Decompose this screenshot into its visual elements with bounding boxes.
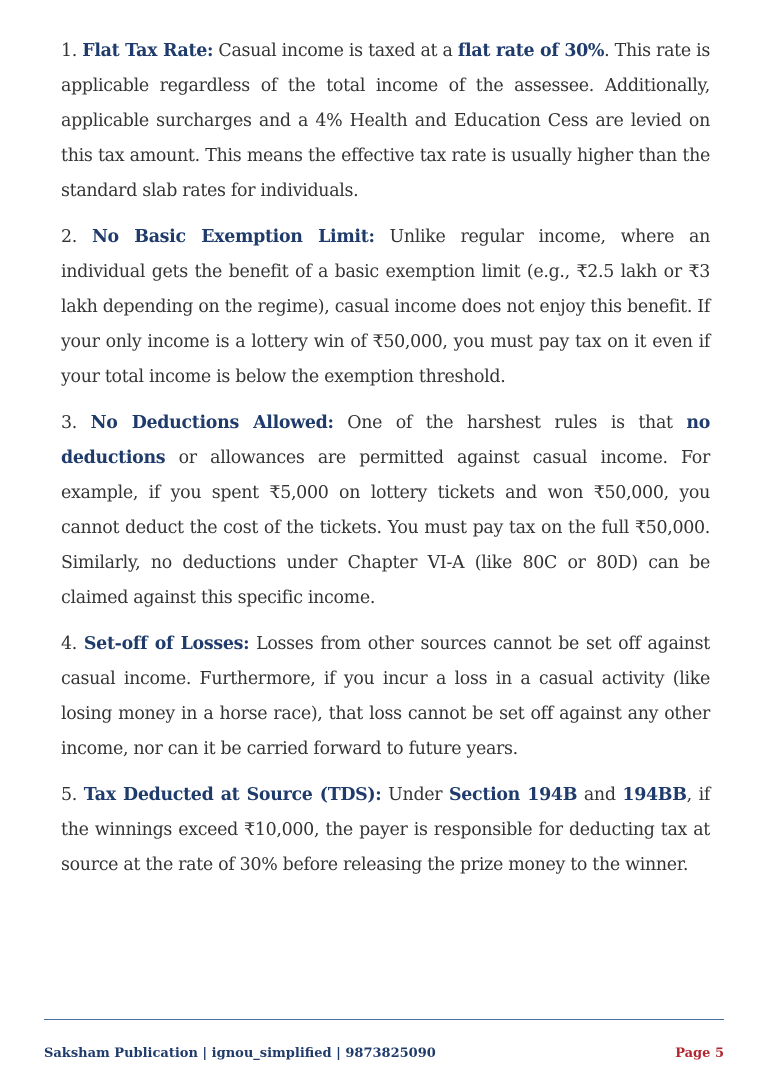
heading-no-deductions: No Deductions Allowed: xyxy=(90,413,334,433)
paragraph-number: 5. xyxy=(61,785,77,805)
heading-flat-tax-rate: Flat Tax Rate: xyxy=(82,41,214,61)
paragraph-number: 2. xyxy=(61,227,77,247)
paragraph-text: Unlike regular income, where an individual gets the benefit of a basic exemption limit (e.g., ₹2.5 lakh or ₹3 lakh depending on the regime), casual income does not enjoy this benefit. If your only income is a lottery win of ₹50,000, you must pay tax on it even if your total income is below the exemption threshold. xyxy=(61,227,710,387)
paragraph-text: and xyxy=(577,785,623,805)
footer-publisher: Saksham Publication | ignou_simplified | 9873825090 xyxy=(44,1046,436,1061)
paragraph-no-basic-exemption xyxy=(61,220,710,395)
paragraph-tds xyxy=(61,778,710,883)
highlight-no-deductions: no deductions xyxy=(61,413,710,468)
heading-tds: Tax Deducted at Source (TDS): xyxy=(83,785,382,805)
paragraph-number: 1. xyxy=(61,41,77,61)
highlight-flat-rate: flat rate of 30% xyxy=(457,41,605,61)
paragraph-text: Losses from other sources cannot be set off against casual income. Furthermore, if you incur a loss in a casual activity (like losing money in a horse race), that loss cannot be set off against any other income, nor can it be carried forward to future years. xyxy=(61,634,710,759)
paragraph-text: Under xyxy=(381,785,450,805)
footer-divider xyxy=(44,1019,724,1020)
paragraph-text: or allowances are permitted against casual income. For example, if you spent ₹5,000 on lottery tickets and won ₹50,000, you cannot deduct the cost of the tickets. You must pay tax on the full ₹50,000. Similarly, no deductions under Chapter VI-A (like 80C or 80D) can be claimed against this specific income. xyxy=(61,448,710,608)
page-number: Page 5 xyxy=(675,1046,724,1061)
highlight-194bb: 194BB xyxy=(622,785,687,805)
paragraph-set-off-losses xyxy=(61,627,710,767)
heading-no-basic-exemption: No Basic Exemption Limit: xyxy=(91,227,375,247)
paragraph-text: , if the winnings exceed ₹10,000, the payer is responsible for deducting tax at source at the rate of 30% before releasing the prize money to the winner. xyxy=(61,785,710,875)
paragraph-flat-tax-rate xyxy=(61,34,710,209)
paragraph-text: Casual income is taxed at a xyxy=(213,41,458,61)
document-body xyxy=(61,34,710,894)
paragraph-text: One of the harshest rules is that xyxy=(333,413,687,433)
paragraph-no-deductions xyxy=(61,406,710,616)
paragraph-text: . This rate is applicable regardless of the total income of the assessee. Additionally, applicable surcharges and a 4% Health and Education Cess are levied on this tax amount. This means the effective tax rate is usually higher than the standard slab rates for individuals. xyxy=(61,41,710,201)
heading-set-off-losses: Set-off of Losses: xyxy=(83,634,250,654)
paragraph-number: 4. xyxy=(61,634,77,654)
paragraph-number: 3. xyxy=(61,413,77,433)
highlight-section-194b: Section 194B xyxy=(449,785,578,805)
